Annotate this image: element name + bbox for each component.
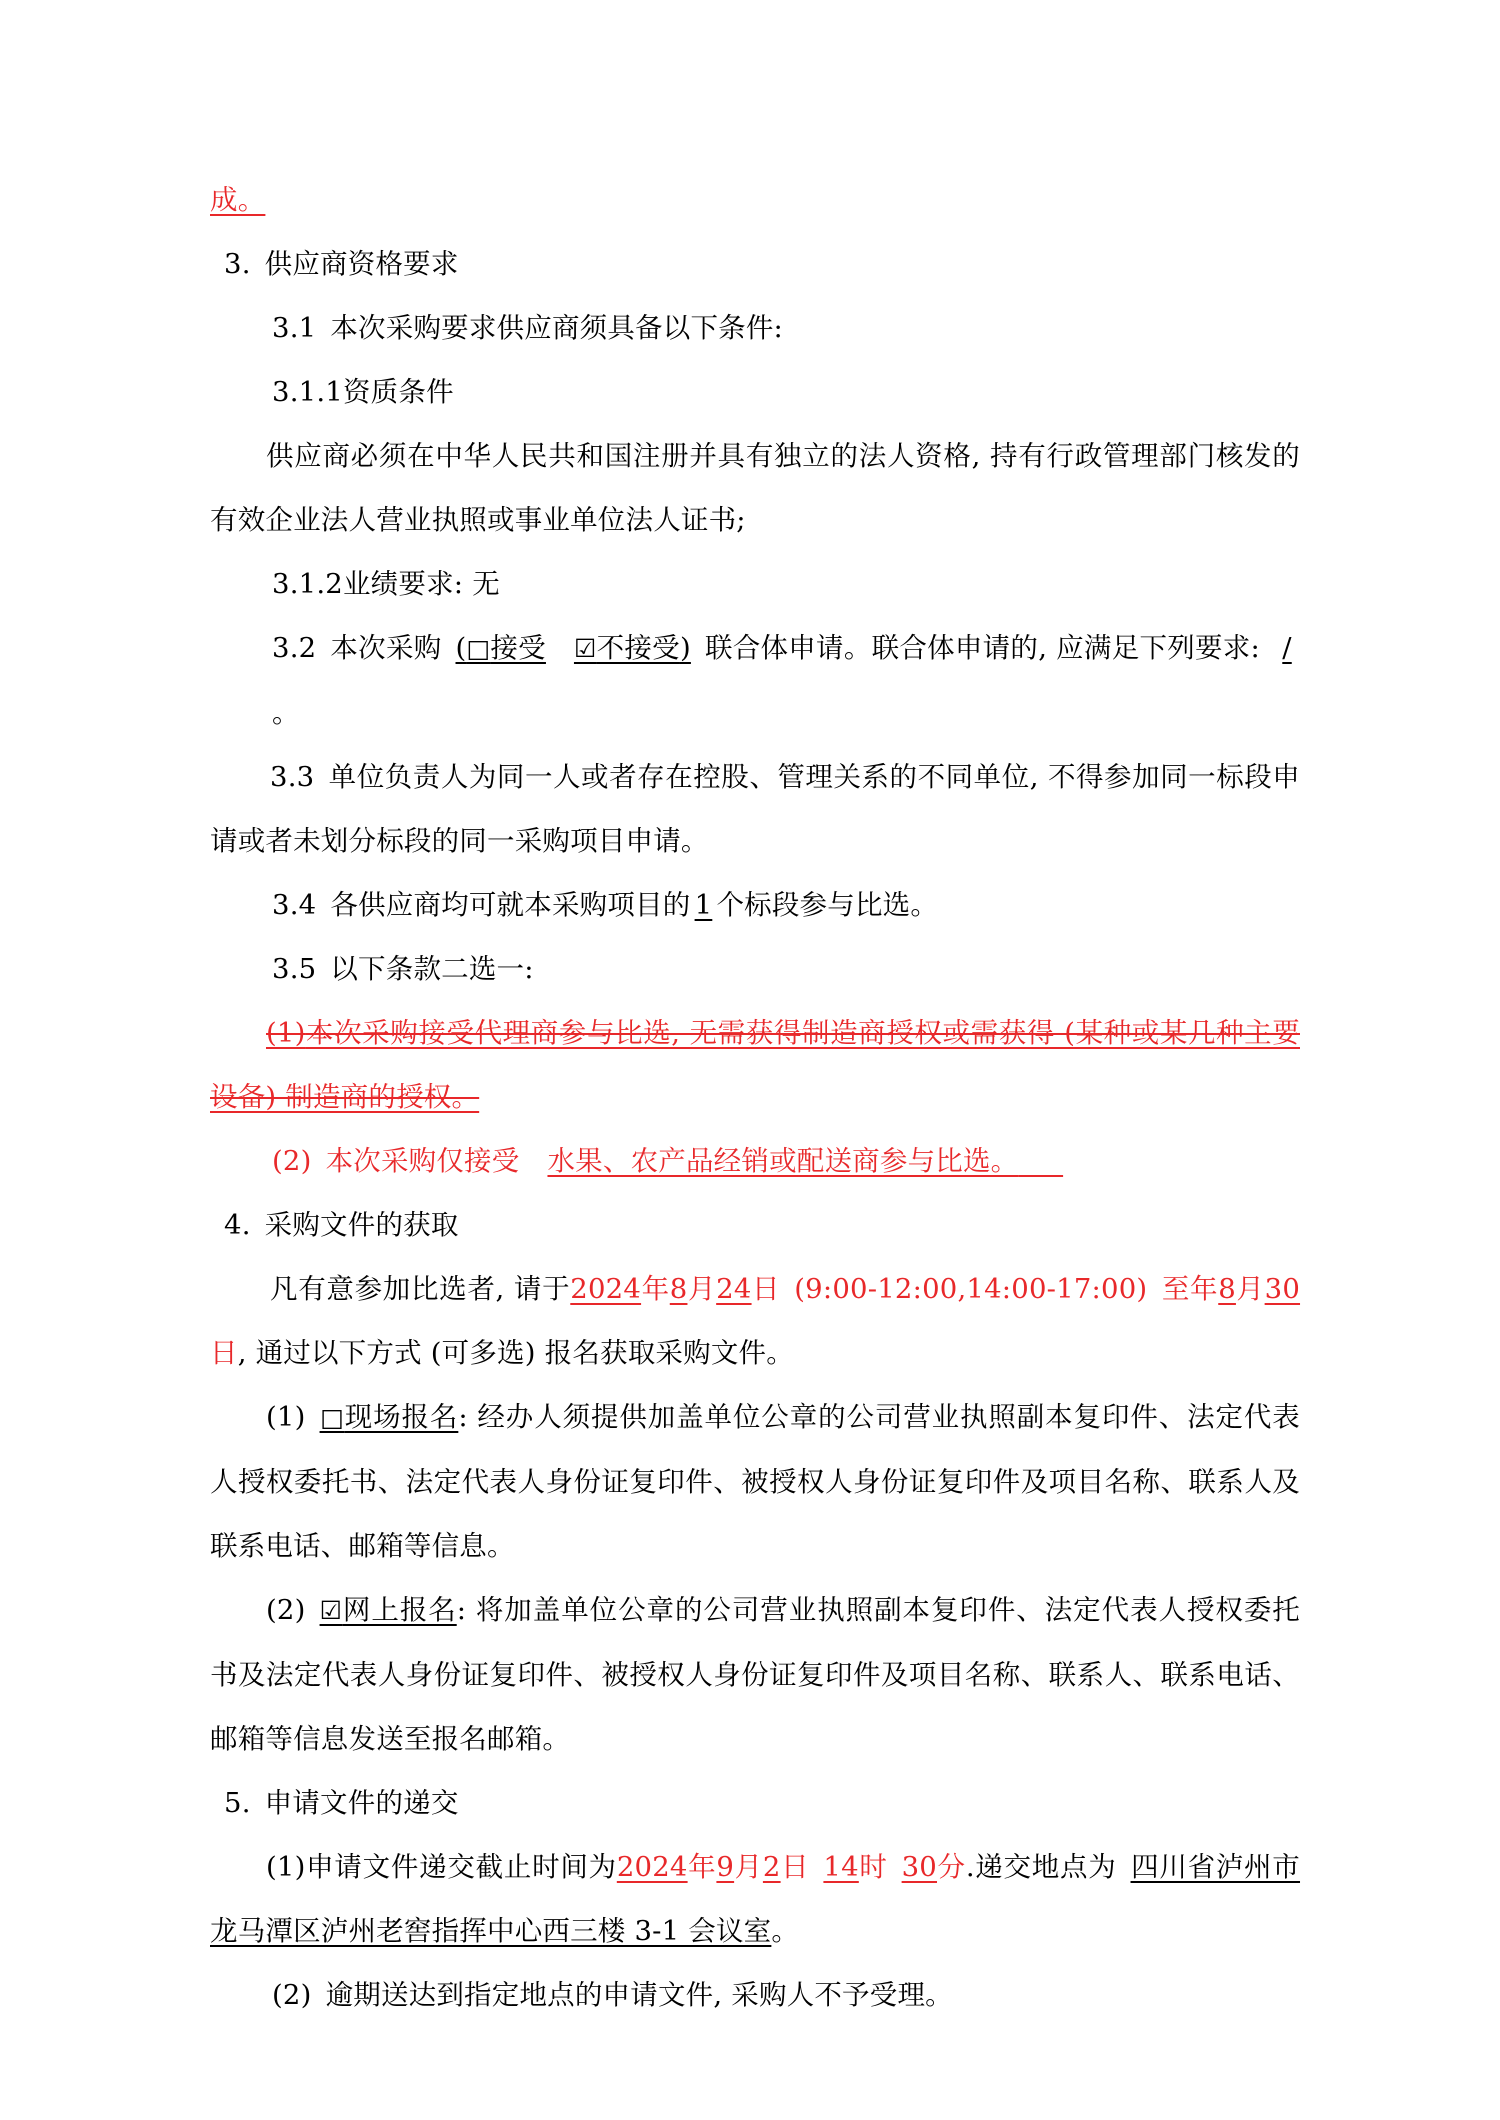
- section-4-title: 采购文件的获取: [264, 1209, 459, 1241]
- clause-3-1-2: [210, 552, 1300, 616]
- submission-text-middle: .递交地点为: [965, 1851, 1117, 1883]
- registration-method-online: [210, 1578, 1300, 1771]
- acquisition-end-month[interactable]: 8: [1218, 1273, 1236, 1305]
- paren-open: (: [455, 632, 467, 664]
- qualification-text: 供应商必须在中华人民共和国注册并具有独立的法人资格, 持有行政管理部门核发的有效企业法人营业执照或事业单位法人证书;: [210, 440, 1300, 536]
- registration-onsite-text: : 经办人须提供加盖单位公章的公司营业执照副本复印件、法定代表人授权委托书、法定代表人身份证复印件、被授权人身份证复印件及项目名称、联系人及联系电话、邮箱等信息。: [210, 1401, 1300, 1562]
- deadline-minute-unit: 分: [937, 1851, 966, 1883]
- clause-3-2-number: 3.2: [272, 632, 317, 664]
- section-5-number: 5.: [224, 1787, 251, 1819]
- section-5-heading: [210, 1771, 1300, 1835]
- clause-3-4-text-before: 各供应商均可就本采购项目的: [330, 889, 691, 921]
- clause-3-5-text: 以下条款二选一:: [330, 953, 534, 985]
- document-acquisition-intro: [210, 1257, 1300, 1385]
- carryover-text: 成。: [210, 184, 266, 216]
- checkbox-accept-consortium[interactable]: □: [466, 634, 491, 663]
- submission-item-2-text: 逾期送达到指定地点的申请文件, 采购人不予受理。: [325, 1979, 953, 2011]
- acquisition-end-day-unit: 日: [210, 1337, 238, 1369]
- clause-3-4-number: 3.4: [272, 889, 317, 921]
- checkbox-onsite-registration[interactable]: □: [319, 1403, 345, 1432]
- deadline-hour[interactable]: 14: [823, 1851, 859, 1883]
- document-body: [210, 168, 1300, 2027]
- registration-onsite-label: (1): [266, 1401, 306, 1433]
- section-3-number: 3.: [224, 248, 251, 280]
- clause-3-5: [210, 937, 1300, 1001]
- registration-online-text: : 将加盖单位公章的公司营业执照副本复印件、法定代表人授权委托书及法定代表人身份证复印件、被授权人身份证复印件及项目名称、联系人、联系电话、邮箱等信息发送至报名邮箱。: [210, 1594, 1300, 1755]
- clause-3-1-2-number: 3.1.2: [272, 568, 343, 600]
- section-4-number: 4.: [224, 1209, 251, 1241]
- clause-3-3-text: 单位负责人为同一人或者存在控股、管理关系的不同单位, 不得参加同一标段申请或者未划分标段的同一采购项目申请。: [210, 761, 1300, 857]
- checkbox-reject-consortium[interactable]: ☑: [573, 634, 597, 663]
- section-5-title: 申请文件的递交: [264, 1787, 459, 1819]
- choice-item-2-label: (2): [272, 1145, 312, 1177]
- acquisition-unit-month: 月: [687, 1273, 717, 1305]
- choice-item-2-scope-blank[interactable]: 水果、农产品经销或配送商参与比选。: [547, 1145, 1019, 1177]
- acquisition-to-word: 至: [1161, 1273, 1191, 1305]
- clause-3-2-suffix: 联合体申请。联合体申请的, 应满足下列要求:: [704, 632, 1261, 664]
- deadline-day-unit: 日: [780, 1851, 810, 1883]
- clause-3-1-text: 本次采购要求供应商须具备以下条件:: [330, 312, 784, 344]
- acquisition-time-range: (9:00-12:00,14:00-17:00): [794, 1273, 1148, 1305]
- choice-item-1-label: (1): [266, 1017, 306, 1049]
- clause-3-2-choice-blank[interactable]: [442, 632, 705, 664]
- submission-late-item: [210, 1963, 1300, 2027]
- deadline-month-unit: 月: [734, 1851, 763, 1883]
- registration-online-name: 网上报名: [342, 1594, 457, 1626]
- choice-item-2-blank-tail: [1018, 1145, 1063, 1177]
- clause-3-2-requirement-blank[interactable]: /: [1282, 632, 1292, 664]
- clause-3-1-1-text: 资质条件: [342, 376, 454, 408]
- deadline-day[interactable]: 2: [762, 1851, 781, 1883]
- clause-3-2: [210, 616, 1300, 745]
- section-4-heading: [210, 1193, 1300, 1257]
- registration-online-label: (2): [266, 1594, 306, 1626]
- checkbox-online-registration[interactable]: ☑: [319, 1596, 343, 1625]
- checkbox-accept-consortium-label: 接受: [490, 632, 546, 664]
- submission-deadline-item: [210, 1835, 1300, 1963]
- submission-location-blank[interactable]: 四川省泸州市龙马潭区泸州老窖指挥中心西三楼 3-1 会议室: [210, 1851, 1301, 1947]
- deadline-month[interactable]: 9: [716, 1851, 735, 1883]
- acquisition-start-month[interactable]: 8: [669, 1273, 688, 1305]
- acquisition-end-month-unit: 月: [1235, 1273, 1265, 1305]
- submission-item-1-label: (1): [266, 1851, 306, 1883]
- checkbox-reject-consortium-label: 不接受: [596, 632, 680, 664]
- clause-3-1: [210, 296, 1300, 360]
- deadline-year[interactable]: 2024: [616, 1851, 688, 1883]
- acquisition-text-before: 凡有意参加比选者, 请于: [270, 1273, 571, 1305]
- choice-item-1-text: 本次采购接受代理商参与比选, 无需获得制造商授权或需获得 (某种或某几种主要设备) 制造商的授权。: [210, 1017, 1300, 1113]
- acquisition-unit-year: 年: [641, 1273, 670, 1305]
- deadline-year-unit: 年: [687, 1851, 717, 1883]
- deadline-hour-unit: 时: [858, 1851, 888, 1883]
- paren-close: ): [679, 632, 691, 664]
- submission-item-2-label: (2): [272, 1979, 312, 2011]
- acquisition-start-day[interactable]: 24: [716, 1273, 752, 1305]
- clause-3-5-number: 3.5: [272, 953, 317, 985]
- submission-text-after: 。: [771, 1915, 800, 1947]
- clause-3-4: [210, 873, 1300, 937]
- acquisition-start-year[interactable]: 2024: [570, 1273, 642, 1305]
- clause-3-3: [210, 745, 1300, 873]
- clause-3-2-trailing: 。: [272, 697, 300, 729]
- acquisition-end-day[interactable]: 30: [1264, 1273, 1301, 1305]
- choice-item-2-selected: [210, 1129, 1300, 1193]
- clause-3-2-prefix: 本次采购: [330, 632, 442, 664]
- choice-item-1-deleted: [210, 1001, 1300, 1129]
- clause-3-1-1: [210, 360, 1300, 424]
- clause-3-1-2-text: 业绩要求: 无: [342, 568, 500, 600]
- registration-method-onsite: [210, 1385, 1300, 1578]
- section-3-heading: [210, 232, 1300, 296]
- clause-3-1-1-number: 3.1.1: [272, 376, 343, 408]
- clause-3-4-lot-count-blank[interactable]: 1: [694, 889, 713, 921]
- section-3-title: 供应商资格要求: [264, 248, 459, 280]
- submission-text-before: 申请文件递交截止时间为: [305, 1851, 617, 1883]
- deadline-minute[interactable]: 30: [901, 1851, 938, 1883]
- acquisition-text-after: , 通过以下方式 (可多选) 报名获取采购文件。: [237, 1337, 794, 1369]
- registration-onsite-name: 现场报名: [344, 1401, 459, 1433]
- clause-3-3-number: 3.3: [270, 761, 315, 793]
- carryover-line: [210, 168, 1300, 232]
- choice-item-2-text-before: 本次采购仅接受: [325, 1145, 520, 1177]
- acquisition-end-year-unit: 年: [1190, 1273, 1219, 1305]
- clause-3-1-number: 3.1: [272, 312, 317, 344]
- qualification-paragraph: [210, 424, 1300, 552]
- clause-3-4-text-after: 个标段参与比选。: [716, 889, 939, 921]
- acquisition-unit-day: 日: [751, 1273, 781, 1305]
